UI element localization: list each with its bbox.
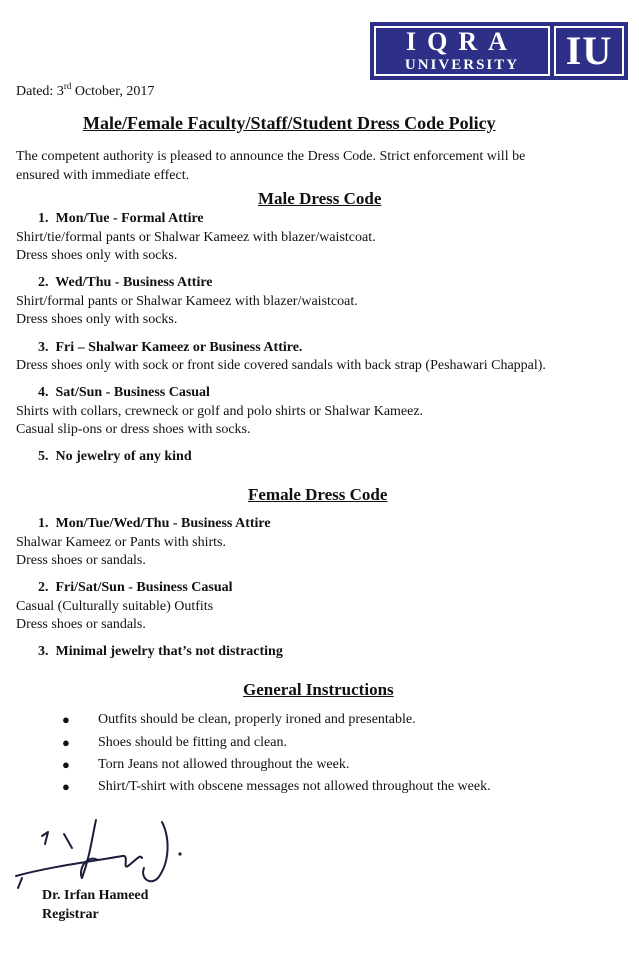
female-item-1-line-2: Dress shoes or sandals. bbox=[16, 553, 146, 568]
handwritten-signature bbox=[12, 818, 212, 898]
male-item-5-title: 5. No jewelry of any kind bbox=[38, 449, 192, 464]
logo-mark: IU bbox=[554, 26, 624, 76]
general-instructions-heading: General Instructions bbox=[243, 680, 394, 699]
male-item-1-line-2: Dress shoes only with socks. bbox=[16, 248, 178, 263]
female-dress-code-heading: Female Dress Code bbox=[248, 485, 388, 504]
signatory-name: Dr. Irfan Hameed bbox=[42, 888, 149, 903]
intro-line-2: ensured with immediate effect. bbox=[16, 168, 190, 183]
female-item-2-line-1: Casual (Culturally suitable) Outfits bbox=[16, 599, 214, 614]
general-instruction-3: Torn Jeans not allowed throughout the week. bbox=[98, 757, 350, 772]
male-item-4-line-1: Shirts with collars, crewneck or golf and polo shirts or Shalwar Kameez. bbox=[16, 404, 424, 419]
female-item-3-title: 3. Minimal jewelry that’s not distracting bbox=[38, 644, 283, 659]
male-item-4-line-2: Casual slip-ons or dress shoes with socks. bbox=[16, 422, 251, 437]
male-item-2-title: 2. Wed/Thu - Business Attire bbox=[38, 275, 213, 290]
male-item-1-title: 1. Mon/Tue - Formal Attire bbox=[38, 211, 204, 226]
female-item-2-title: 2. Fri/Sat/Sun - Business Casual bbox=[38, 580, 233, 595]
logo-word: IQRA bbox=[406, 27, 518, 56]
bullet-dot: ● bbox=[62, 757, 70, 772]
female-item-2-line-2: Dress shoes or sandals. bbox=[16, 617, 146, 632]
general-instruction-4: Shirt/T-shirt with obscene messages not allowed throughout the week. bbox=[98, 779, 491, 794]
document-title: Male/Female Faculty/Staff/Student Dress Code Policy bbox=[83, 113, 496, 133]
logo-subword: UNIVERSITY bbox=[404, 57, 520, 73]
bullet-dot: ● bbox=[62, 735, 70, 750]
signatory-role: Registrar bbox=[42, 907, 99, 922]
male-item-2-line-2: Dress shoes only with socks. bbox=[16, 312, 178, 327]
male-item-1-line-1: Shirt/tie/formal pants or Shalwar Kameez with blazer/waistcoat. bbox=[16, 230, 376, 245]
bullet-dot: ● bbox=[62, 712, 70, 727]
general-instruction-1: Outfits should be clean, properly ironed and presentable. bbox=[98, 712, 416, 727]
iqra-university-logo bbox=[370, 22, 628, 80]
male-item-3-title: 3. Fri – Shalwar Kameez or Business Attire. bbox=[38, 340, 303, 355]
logo-wordmark-box bbox=[374, 26, 550, 76]
female-item-1-title: 1. Mon/Tue/Wed/Thu - Business Attire bbox=[38, 516, 271, 531]
male-item-3-line-1: Dress shoes only with sock or front side covered sandals with back strap (Peshawari Chappal). bbox=[16, 358, 546, 373]
bullet-dot: ● bbox=[62, 779, 70, 794]
document-date: Dated: 3rd October, 2017 bbox=[16, 81, 155, 99]
male-item-4-title: 4. Sat/Sun - Business Casual bbox=[38, 385, 210, 400]
general-instruction-2: Shoes should be fitting and clean. bbox=[98, 735, 287, 750]
male-dress-code-heading: Male Dress Code bbox=[258, 189, 382, 208]
intro-line-1: The competent authority is pleased to announce the Dress Code. Strict enforcement will be bbox=[16, 149, 526, 164]
female-item-1-line-1: Shalwar Kameez or Pants with shirts. bbox=[16, 535, 226, 550]
male-item-2-line-1: Shirt/formal pants or Shalwar Kameez with blazer/waistcoat. bbox=[16, 294, 358, 309]
